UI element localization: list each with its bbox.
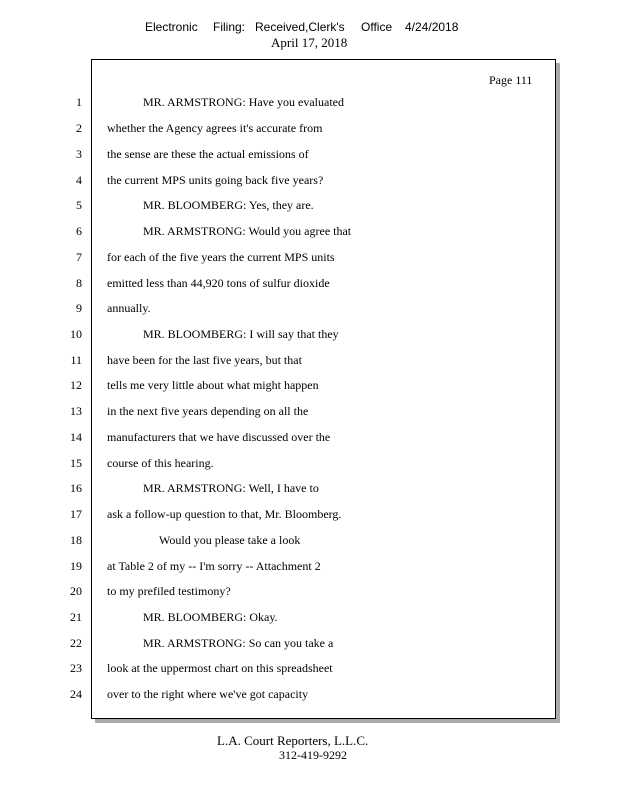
line-number: 11 [70,353,82,367]
line-text: for each of the five years the current MPS units [107,250,335,264]
line-number: 17 [70,507,82,521]
line-text: MR. ARMSTRONG: Have you evaluated [143,95,344,109]
line-text: ask a follow-up question to that, Mr. Bloomberg. [107,507,342,521]
line-number: 7 [76,250,82,264]
line-text: MR. BLOOMBERG: Yes, they are. [143,198,314,212]
line-number: 20 [70,584,82,598]
filing-word-office: Office [361,20,393,34]
line-number: 22 [70,636,82,650]
line-text: over to the right where we've got capacity [107,687,309,701]
court-reporter-name: L.A. Court Reporters, L.L.C. [217,733,369,748]
line-number: 6 [76,224,82,238]
line-number: 21 [70,610,82,624]
line-number: 12 [70,378,82,392]
line-text: at Table 2 of my -- I'm sorry -- Attachment 2 [107,559,321,573]
line-number: 8 [76,276,82,290]
line-number: 19 [70,559,82,573]
electronic-filing-stamp [0,20,618,36]
line-text: whether the Agency agrees it's accurate from [107,121,323,135]
line-number: 2 [76,121,82,135]
line-number: 5 [76,198,82,212]
line-number: 24 [70,687,82,701]
line-text: annually. [107,301,151,315]
line-number: 3 [76,147,82,161]
line-text: the sense are these the actual emissions of [107,147,309,161]
line-number: 18 [70,533,82,547]
line-text: MR. ARMSTRONG: Would you agree that [143,224,352,238]
line-number: 13 [70,404,82,418]
line-text: the current MPS units going back five years? [107,173,324,187]
line-number: 14 [70,430,82,444]
line-text: MR. BLOOMBERG: Okay. [143,610,278,624]
line-text: MR. BLOOMBERG: I will say that they [143,327,339,341]
court-reporter-phone: 312-419-9292 [279,748,347,762]
line-number: 16 [70,481,82,495]
line-text: course of this hearing. [107,456,214,470]
line-number: 1 [76,95,82,109]
line-text: to my prefiled testimony? [107,584,231,598]
filing-word-received-clerks: Received,Clerk's [255,20,345,34]
hearing-date: April 17, 2018 [271,35,348,50]
line-text: manufacturers that we have discussed over the [107,430,331,444]
filing-word-electronic: Electronic [145,20,198,34]
page-number: Page 111 [489,73,533,87]
line-text: look at the uppermost chart on this spreadsheet [107,661,333,675]
line-text: have been for the last five years, but that [107,353,302,367]
line-text: in the next five years depending on all the [107,404,309,418]
filing-date: 4/24/2018 [405,20,459,34]
line-text: emitted less than 44,920 tons of sulfur dioxide [107,276,330,290]
line-number: 15 [70,456,82,470]
line-text: tells me very little about what might happen [107,378,319,392]
line-text: MR. ARMSTRONG: So can you take a [143,636,334,650]
line-number: 10 [70,327,82,341]
filing-word-filing: Filing: [213,20,246,34]
line-number: 23 [70,661,82,675]
line-text: MR. ARMSTRONG: Well, I have to [143,481,319,495]
line-text: Would you please take a look [159,533,301,547]
line-number: 4 [76,173,82,187]
line-number: 9 [76,301,82,315]
